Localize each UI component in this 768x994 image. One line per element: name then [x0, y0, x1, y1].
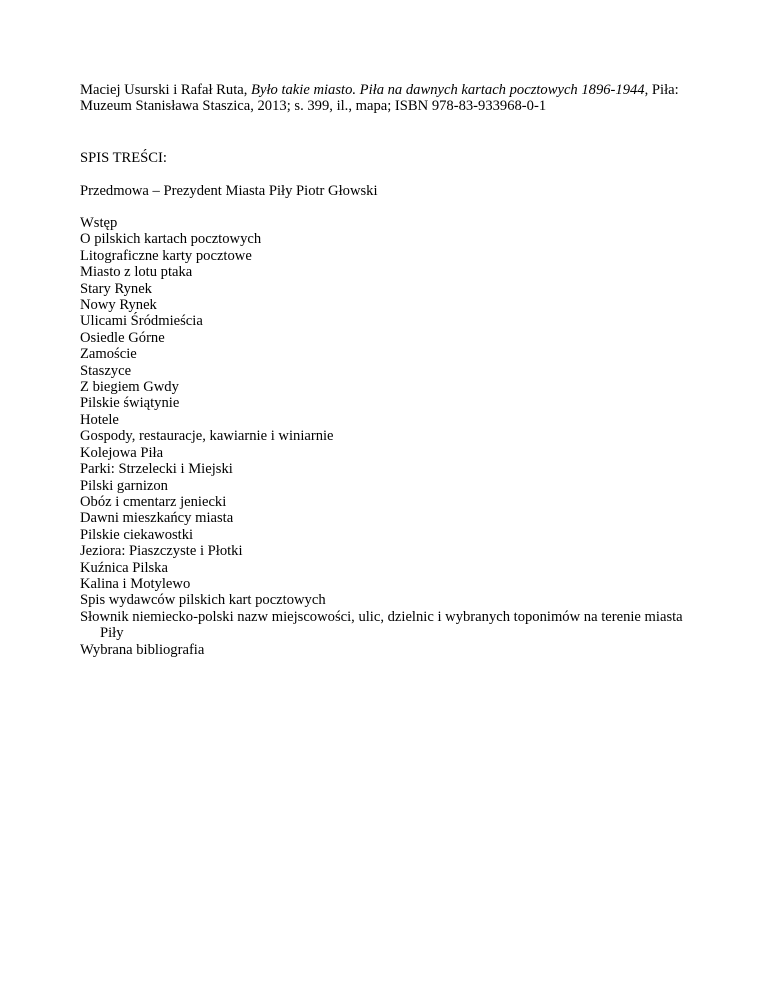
toc-item: Osiedle Górne	[80, 329, 165, 346]
toc-item: Hotele	[80, 411, 119, 428]
bibliographic-citation	[80, 82, 700, 115]
toc-item: Słownik niemiecko-polski nazw miejscowości, ulic, dzielnic i wybranych toponimów na terenie miasta Piły	[80, 608, 683, 642]
toc-item: Gospody, restauracje, kawiarnie i winiarnie	[80, 428, 334, 445]
toc-item: Spis wydawców pilskich kart pocztowych	[80, 592, 326, 609]
citation-title: Było takie miasto. Piła na dawnych kartach pocztowych 1896-1944	[251, 82, 645, 98]
toc-item: Z biegiem Gwdy	[80, 379, 179, 396]
toc-item: Parki: Strzelecki i Miejski	[80, 461, 233, 478]
toc-item: Pilski garnizon	[80, 477, 168, 494]
toc-item: Pilskie ciekawostki	[80, 526, 194, 543]
toc-item: Dawni mieszkańcy miasta	[80, 510, 234, 527]
table-of-contents-heading: SPIS TREŚCI:	[80, 150, 167, 166]
toc-item: Litograficzne karty pocztowe	[80, 247, 252, 264]
toc-item: Miasto z lotu ptaka	[80, 264, 193, 281]
toc-item: Wstęp	[80, 215, 118, 231]
toc-item: Kalina i Motylewo	[80, 575, 191, 592]
table-of-contents-list	[80, 215, 700, 658]
toc-item: O pilskich kartach pocztowych	[80, 231, 262, 248]
toc-item: Stary Rynek	[80, 280, 152, 297]
toc-item: Obóz i cmentarz jeniecki	[80, 493, 227, 510]
toc-item: Ulicami Śródmieścia	[80, 313, 203, 330]
toc-item: Pilskie świątynie	[80, 395, 180, 412]
citation-details: , Piła: Muzeum Stanisława Staszica, 2013; s. 399, il., mapa; ISBN 978-83-933968-0-1	[80, 82, 679, 115]
toc-item: Jeziora: Piaszczyste i Płotki	[80, 543, 243, 560]
preface-entry: Przedmowa – Prezydent Miasta Piły Piotr Głowski	[80, 183, 378, 199]
toc-item: Zamoście	[80, 346, 137, 363]
toc-item: Nowy Rynek	[80, 297, 157, 314]
toc-item: Staszyce	[80, 362, 132, 379]
toc-item: Kolejowa Piła	[80, 444, 164, 461]
document-page	[80, 82, 700, 658]
toc-item: Wybrana bibliografia	[80, 641, 205, 658]
citation-authors: Maciej Usurski i Rafał Ruta,	[80, 82, 252, 98]
toc-item: Kuźnica Pilska	[80, 559, 168, 576]
